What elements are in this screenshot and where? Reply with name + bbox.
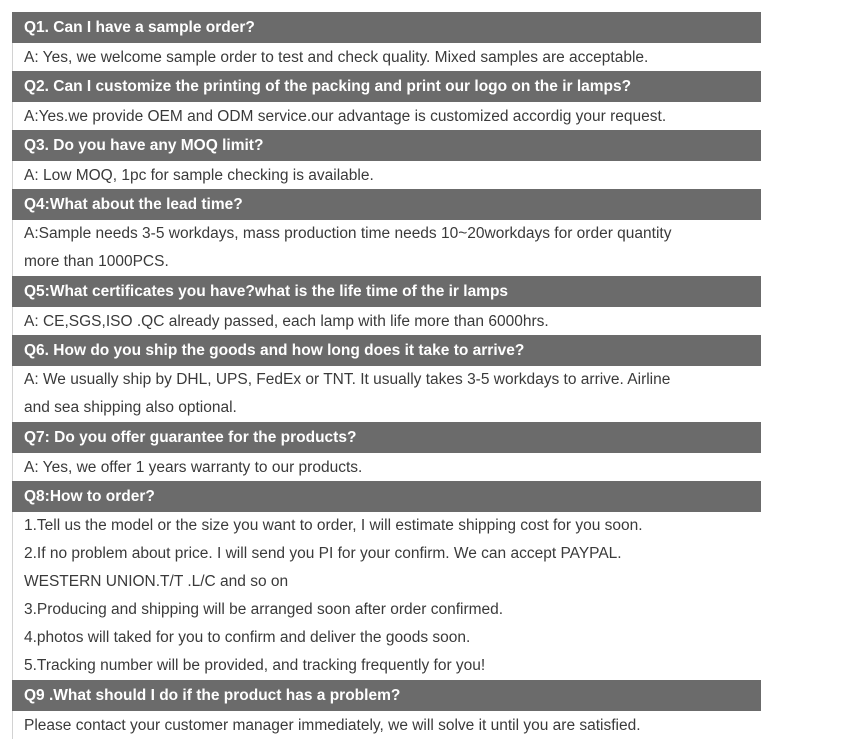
answer-text — [12, 43, 761, 71]
answer-text — [12, 711, 761, 739]
question-heading: Q1. Can I have a sample order? — [12, 12, 761, 43]
faq-item-q8 — [12, 481, 761, 680]
answer-line: A:Yes.we provide OEM and ODM service.our advantage is customized accordig your request. — [24, 108, 667, 125]
answer-line: 2.If no problem about price. I will send you PI for your confirm. We can accept PAYPAL. — [24, 545, 622, 562]
faq-item-q2 — [12, 71, 761, 130]
answer-text — [12, 453, 761, 481]
question-heading: Q6. How do you ship the goods and how long does it take to arrive? — [12, 335, 761, 366]
answer-line: 4.photos will taked for you to confirm and deliver the goods soon. — [24, 629, 471, 646]
answer-line: more than 1000PCS. — [24, 253, 169, 270]
faq-item-q1 — [12, 12, 761, 71]
faq-item-q4 — [12, 189, 761, 276]
answer-text — [12, 307, 761, 335]
question-heading: Q3. Do you have any MOQ limit? — [12, 130, 761, 161]
answer-line: 1.Tell us the model or the size you want to order, I will estimate shipping cost for you soon. — [24, 517, 643, 534]
answer-line: and sea shipping also optional. — [24, 399, 237, 416]
answer-line: A: CE,SGS,ISO .QC already passed, each lamp with life more than 6000hrs. — [24, 313, 549, 330]
question-heading: Q8:How to order? — [12, 481, 761, 512]
question-heading: Q5:What certificates you have?what is the life time of the ir lamps — [12, 276, 761, 307]
answer-line: A: We usually ship by DHL, UPS, FedEx or TNT. It usually takes 3-5 workdays to arrive. Airline — [24, 371, 671, 388]
answer-text — [12, 512, 761, 680]
faq-section — [12, 12, 761, 739]
faq-item-q3 — [12, 130, 761, 189]
question-heading: Q9 .What should I do if the product has a problem? — [12, 680, 761, 711]
faq-item-q9 — [12, 680, 761, 739]
answer-text — [12, 161, 761, 189]
answer-line: A:Sample needs 3-5 workdays, mass production time needs 10~20workdays for order quantity — [24, 225, 672, 242]
answer-line: A: Low MOQ, 1pc for sample checking is available. — [24, 167, 374, 184]
question-heading: Q2. Can I customize the printing of the packing and print our logo on the ir lamps? — [12, 71, 761, 102]
answer-line: 5.Tracking number will be provided, and tracking frequently for you! — [24, 657, 486, 674]
question-heading: Q4:What about the lead time? — [12, 189, 761, 220]
faq-item-q7 — [12, 422, 761, 481]
answer-line: 3.Producing and shipping will be arranged soon after order confirmed. — [24, 601, 504, 618]
faq-item-q6 — [12, 335, 761, 422]
answer-line: WESTERN UNION.T/T .L/C and so on — [24, 573, 289, 590]
answer-text — [12, 366, 761, 422]
faq-item-q5 — [12, 276, 761, 335]
answer-line: Please contact your customer manager immediately, we will solve it until you are satisfied. — [24, 717, 641, 734]
answer-text — [12, 102, 761, 130]
question-heading: Q7: Do you offer guarantee for the products? — [12, 422, 761, 453]
answer-line: A: Yes, we welcome sample order to test and check quality. Mixed samples are acceptable. — [24, 49, 649, 66]
answer-line: A: Yes, we offer 1 years warranty to our products. — [24, 459, 363, 476]
answer-text — [12, 220, 761, 276]
